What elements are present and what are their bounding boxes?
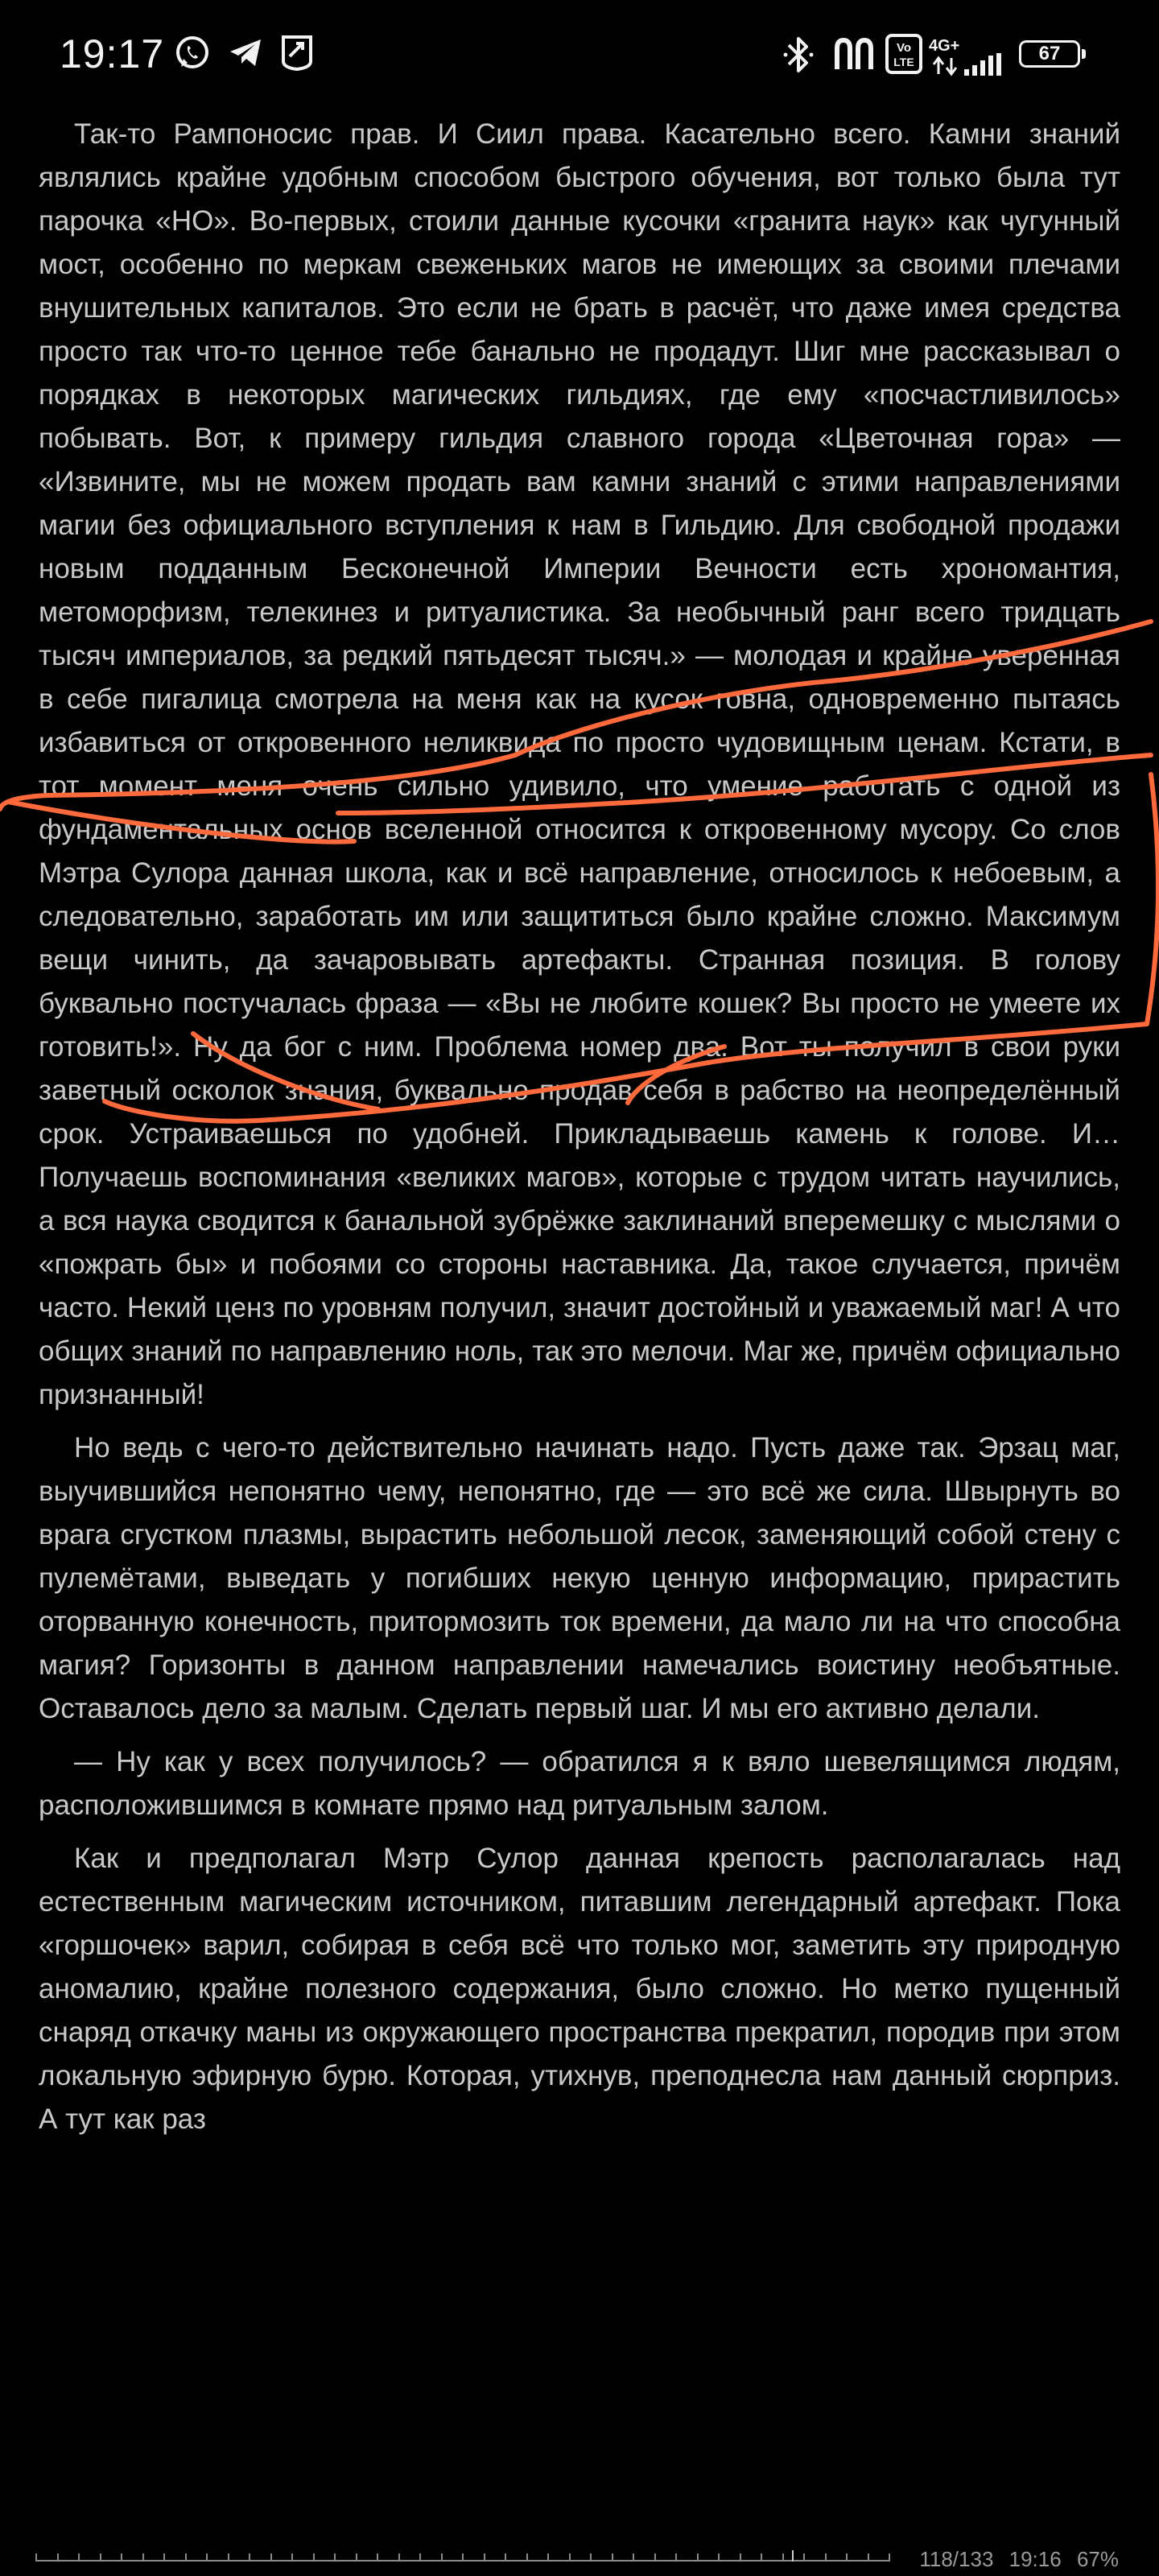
progress-tick xyxy=(142,2553,144,2562)
progress-tick xyxy=(526,2553,528,2562)
progress-tick xyxy=(291,2553,293,2562)
reader-content[interactable] xyxy=(39,113,1120,2151)
progress-tick xyxy=(334,2553,336,2562)
network-type-label: 4G+ xyxy=(929,37,960,55)
progress-tick xyxy=(889,2553,890,2562)
paragraph: Так-то Рампоносис прав. И Сиил права. Касательно всего. Камни знаний являлись крайне удобным способом быстрого обучения, вот только была тут парочка «НО». Во-первых, стоили данные кусочки «гранита наук» как чугунный мост, особенно по меркам свеженьких магов не имеющих за своими плечами внушительных капиталов. Это если не брать в расчёт, что даже имея средства просто так что-то ценное тебе банально не продадут. Шиг мне рассказывал о порядках в некоторых магических гильдиях, где ему «посчастливилось» побывать. Вот, к примеру гильдия славного города «Цветочная гора» — «Извините, мы не можем продать вам камни знаний с этими направлениями магии без официального вступления к нам в Гильдию. Для свободной продажи новым подданным Бесконечной Империи Вечности есть хрономантия, метоморфизм, телекинез и ритуалистика. За необычный ранг всего тридцать тысяч империалов, за редкий пятьдесят тысяч.» — молодая и крайне уверенная в себе пигалица смотрела на меня как на кусок говна, одновременно пытаясь избавиться от откровенного неликвида по просто чудовищным ценам. Кстати, в тот момент меня очень сильно удивило, что умение работать с одной из фундаментальных основ вселенной относится к откровенному мусору. Со слов Мэтра Сулора данная школа, как и всё направление, относилось к небоевым, а следовательно, заработать им или защититься было крайне сложно. Максимум вещи чинить, да зачаровывать артефакты. Странная позиция. В голову буквально постучалась фраза — «Вы не любите кошек? Вы просто не умеете их готовить!». Ну да бог с ним. Проблема номер два. Вот ты получил в свои руки заветный осколок знания, буквально продав себя в рабство на неопределённый срок. Устраиваешься по удобней. Прикладываешь камень к голове. И… Получаешь воспоминания «великих магов», которые с трудом читать научились, а вся наука сводится к банальной зубрёжке заклинаний вперемешку с мыслями о «пожрать бы» и побоями со стороны наставника. Да, такое случается, причём часто. Некий ценз по уровням получил, значит достойный и уважаемый маг! А что общих знаний по направлению ноль, так это мелочи. Маг же, причём официально признанный! xyxy=(39,118,1120,1410)
progress-tick xyxy=(185,2553,187,2562)
battery-level: 67 xyxy=(1038,43,1061,64)
progress-tick xyxy=(569,2553,571,2562)
status-bar xyxy=(0,0,1159,109)
volte-icon xyxy=(885,34,922,79)
footer-clock: 19:16 xyxy=(1008,2547,1062,2571)
progress-tick xyxy=(462,2553,464,2562)
footer-info xyxy=(909,2547,1119,2572)
reading-progress-bar[interactable] xyxy=(35,2560,889,2562)
progress-tick xyxy=(740,2553,741,2562)
reader-footer xyxy=(0,2542,1159,2576)
paragraph: Но ведь с чего-то действительно начинать надо. Пусть даже так. Эрзац маг, выучившийся непонятно чему, непонятно, где — это всё же сила. Швырнуть во врага сгустком плазмы, вырастить небольшой лесок, заменяющий собой стену с пулемётами, выведать у погибших некую ценную информацию, прирастить оторванную конечность, притормозить ток времени, да мало ли на что способна магия? Горизонты в данном направлении намечались воистину необъятные. Оставалось дело за малым. Сделать первый шаг. И мы его активно делали. xyxy=(39,1432,1120,1724)
progress-tick xyxy=(590,2553,592,2562)
progress-tick xyxy=(868,2553,869,2562)
progress-tick xyxy=(846,2553,848,2562)
progress-tick xyxy=(35,2553,37,2562)
progress-tick xyxy=(633,2553,634,2562)
signal-app-icon xyxy=(832,32,876,77)
progress-tick xyxy=(441,2553,443,2562)
progress-tick xyxy=(718,2553,720,2562)
progress-tick xyxy=(163,2553,165,2562)
progress-tick xyxy=(78,2553,80,2562)
progress-tick xyxy=(121,2553,122,2562)
progress-tick xyxy=(228,2553,229,2562)
telegram-icon xyxy=(225,32,266,77)
progress-tick xyxy=(249,2553,250,2562)
progress-tick xyxy=(270,2553,272,2562)
battery-icon xyxy=(1019,40,1080,68)
progress-tick xyxy=(547,2553,549,2562)
progress-tick xyxy=(100,2553,101,2562)
progress-tick xyxy=(377,2553,378,2562)
paragraph: Как и предполагал Мэтр Сулор данная крепость располагалась над естественным магическим источником, питавшим легендарный артефакт. Пока «горшочек» варил, собирая в себя всё что только мог, заметить эту природную аномалию, крайне полезного содержания, было сложно. Но метко пущенный снаряд откачку маны из окружающего пространства прекратил, породив при этом локальную эфирную бурю. Которая, утихнув, преподнесла нам данный сюрприз. А тут как раз xyxy=(39,1843,1120,2135)
progress-tick xyxy=(782,2553,784,2562)
progress-tick xyxy=(505,2553,506,2562)
progress-tick xyxy=(675,2553,677,2562)
whatsapp-icon xyxy=(172,32,212,77)
progress-tick xyxy=(206,2553,208,2562)
progress-tick xyxy=(761,2553,762,2562)
progress-tick xyxy=(484,2553,485,2562)
progress-tick xyxy=(398,2553,400,2562)
page-counter: 118/133 xyxy=(919,2547,994,2571)
progress-position-marker xyxy=(792,2550,794,2562)
footer-battery: 67% xyxy=(1076,2547,1119,2571)
progress-tick xyxy=(654,2553,656,2562)
progress-tick xyxy=(612,2553,613,2562)
svg-text:Vo: Vo xyxy=(896,41,912,55)
status-time: 19:17 xyxy=(60,31,165,76)
progress-tick xyxy=(57,2553,59,2562)
cellular-signal-icon xyxy=(932,53,1003,98)
progress-tick xyxy=(697,2553,699,2562)
bluetooth-icon xyxy=(781,32,816,77)
paragraph: — Ну как у всех получилось? — обратился я к вяло шевелящимся людям, расположившимся в комнате прямо над ритуальным залом. xyxy=(39,1746,1120,1821)
progress-tick xyxy=(419,2553,421,2562)
app-notification-icon xyxy=(278,32,316,77)
progress-tick xyxy=(803,2553,805,2562)
progress-tick xyxy=(825,2553,827,2562)
progress-tick xyxy=(313,2553,315,2562)
svg-text:LTE: LTE xyxy=(893,56,914,68)
progress-tick xyxy=(356,2553,357,2562)
